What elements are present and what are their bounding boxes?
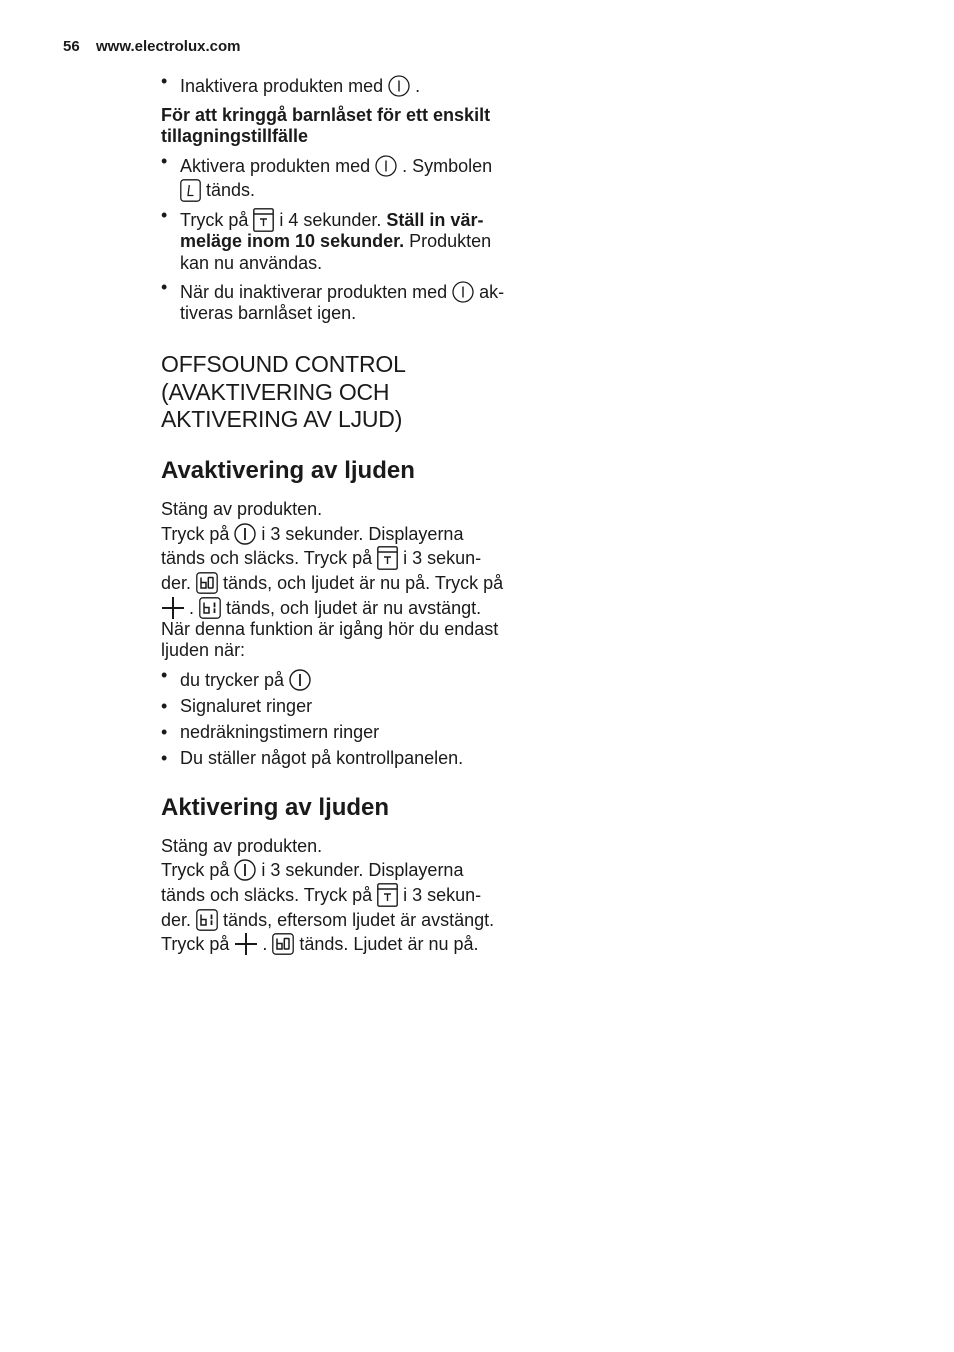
paragraph-text: . (189, 598, 195, 618)
list-item-text: i 4 sekunder. (279, 210, 382, 230)
list-item-text: Produkten (409, 231, 492, 251)
list-item-press-cont (180, 230, 491, 252)
list-item-activate (180, 155, 492, 178)
power-icon (375, 155, 397, 177)
website-url: www.electrolux.com (96, 38, 241, 55)
paragraph-line: Stäng av produkten. (161, 836, 323, 856)
section-title-line-1: OFFSOUND CONTROL (161, 351, 406, 377)
power-icon (234, 859, 256, 881)
paragraph-text: Tryck på (161, 860, 230, 880)
bypass-heading-line-1: För att kringgå barnlåset för ett enskilt (161, 105, 491, 125)
paragraph-text: Tryck på (161, 934, 230, 954)
paragraph-text: i 3 sekunder. Displayerna (261, 524, 464, 544)
sound-on-display-icon (272, 933, 294, 955)
list-item-text: tänds. (206, 180, 256, 200)
list-item-reactivate-cont: tiveras barnlåset igen. (180, 303, 357, 323)
list-item: • Signaluret ringer (180, 695, 312, 717)
bypass-heading-line-2: tillagningstillfälle (161, 126, 309, 146)
list-item-press-cont-2: kan nu användas. (180, 253, 323, 273)
list-item-text: ak- (479, 282, 505, 302)
paragraph-text: tänds och släcks. Tryck på (161, 885, 373, 905)
sound-on-display-icon (196, 572, 218, 594)
page-number: 56 (63, 38, 80, 55)
list-item-text: . (415, 76, 421, 96)
list-item-deactivate (180, 75, 420, 98)
power-icon (234, 523, 256, 545)
paragraph-text: tänds, och ljudet är nu på. Tryck på (223, 573, 504, 593)
plus-icon (234, 932, 258, 956)
paragraph-text: i 3 sekun- (403, 548, 482, 568)
list-item-reactivate (180, 281, 504, 304)
list-item-activate-cont (180, 179, 255, 203)
keep-warm-icon (253, 208, 274, 232)
list-item: • nedräkningstimern ringer (180, 721, 379, 743)
paragraph-text: der. (161, 910, 192, 930)
subheading-sound-off: Avaktivering av ljuden (161, 457, 415, 484)
power-icon (452, 281, 474, 303)
keep-warm-icon (377, 546, 398, 570)
paragraph-line: När denna funktion är igång hör du endast (161, 619, 499, 639)
sound-off-display-icon (196, 909, 218, 931)
list-item (180, 669, 316, 692)
paragraph-text: der. (161, 573, 192, 593)
paragraph-text: tänds och släcks. Tryck på (161, 548, 373, 568)
paragraph-text: tänds, eftersom ljudet är avstängt. (223, 910, 495, 930)
paragraph-line (161, 909, 494, 932)
sound-off-display-icon (199, 597, 221, 619)
list-item-text: du trycker på (180, 670, 285, 690)
paragraph-line (161, 523, 463, 546)
power-icon (289, 669, 311, 691)
paragraph-line (161, 933, 479, 957)
paragraph-text: . (262, 934, 268, 954)
paragraph-text: tänds. Ljudet är nu på. (299, 934, 479, 954)
list-item-bold-text: meläge inom 10 sekunder. (180, 231, 405, 251)
paragraph-line (161, 547, 481, 571)
plus-icon (161, 596, 185, 620)
paragraph-line: ljuden när: (161, 640, 246, 660)
paragraph-line (161, 884, 481, 908)
keep-warm-icon (377, 883, 398, 907)
list-item-text: Tryck på (180, 210, 249, 230)
section-title-line-2: (AVAKTIVERING OCH (161, 379, 390, 405)
subheading-sound-on: Aktivering av ljuden (161, 794, 390, 821)
child-lock-icon (180, 179, 201, 202)
paragraph-text: tänds, och ljudet är nu avstängt. (226, 598, 482, 618)
list-item-text: När du inaktiverar produkten med (180, 282, 448, 302)
list-item: • Du ställer något på kontrollpanelen. (180, 747, 463, 769)
list-item-text: Inaktivera produkten med (180, 76, 384, 96)
section-title-line-3: AKTIVERING AV LJUD) (161, 406, 403, 432)
list-item-text: . Symbolen (402, 156, 493, 176)
paragraph-text: Tryck på (161, 524, 230, 544)
list-item-bold-text: Ställ in vär- (386, 210, 484, 230)
list-item-text: Aktivera produkten med (180, 156, 371, 176)
paragraph-line (161, 859, 463, 882)
power-icon (388, 75, 410, 97)
paragraph-text: i 3 sekun- (403, 885, 482, 905)
paragraph-line: Stäng av produkten. (161, 499, 323, 519)
paragraph-text: i 3 sekunder. Displayerna (261, 860, 464, 880)
paragraph-line (161, 572, 503, 595)
